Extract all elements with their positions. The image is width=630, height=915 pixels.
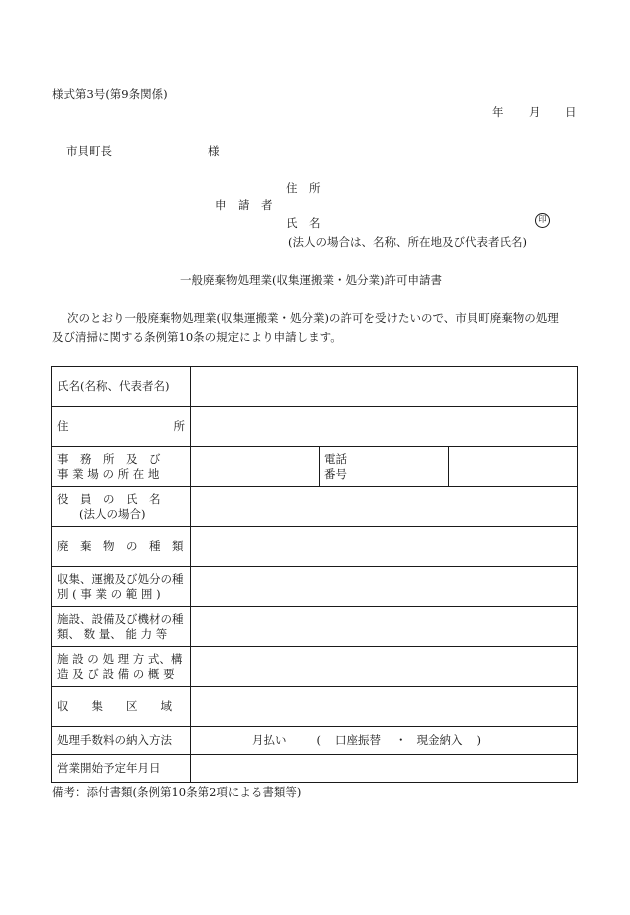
table-row xyxy=(52,755,578,783)
application-table xyxy=(51,366,578,783)
table-row xyxy=(52,567,578,607)
address-input-cell[interactable] xyxy=(191,407,578,447)
body-line-2: 及び清掃に関する条例第10条の規定により申請します。 xyxy=(52,330,342,344)
equipment-input-cell[interactable] xyxy=(191,607,578,647)
applicant-address-label: 住 所 xyxy=(286,181,321,195)
row-label: 処理手数料の納入方法 xyxy=(52,727,191,755)
table-row xyxy=(52,727,578,755)
office-location-input-cell[interactable] xyxy=(191,447,320,487)
table-row xyxy=(52,487,578,527)
paren-open: ( xyxy=(316,733,321,747)
collection-area-input-cell[interactable] xyxy=(191,687,578,727)
document-title: 一般廃棄物処理業(収集運搬業・処分業)許可申請書 xyxy=(180,273,442,287)
table-row xyxy=(52,447,578,487)
monthly-label: 月払い xyxy=(252,733,287,747)
waste-type-input-cell[interactable] xyxy=(191,527,578,567)
row-label: 住 所 xyxy=(52,407,191,447)
remarks: 備考：添付書類(条例第10条第2項による書類等) xyxy=(52,785,302,799)
officers-input-cell[interactable] xyxy=(191,487,578,527)
row-label: 施 設 の 処 理 方 式、構 造 及 び 設 備 の 概 要 xyxy=(52,647,191,687)
body-line-1: 次のとおり一般廃棄物処理業(収集運搬業・処分業)の許可を受けたいので、市貝町廃棄物の処理 xyxy=(67,311,559,325)
paren-close: ) xyxy=(476,733,481,747)
business-scope-input-cell[interactable] xyxy=(191,567,578,607)
applicant-name-label: 氏 名 xyxy=(286,216,321,230)
row-label: 営業開始予定年月日 xyxy=(52,755,191,783)
table-row xyxy=(52,687,578,727)
name-input-cell[interactable] xyxy=(191,367,578,407)
table-row xyxy=(52,367,578,407)
applicant-label: 申 請 者 xyxy=(215,198,273,212)
date-day: 日 xyxy=(565,105,577,119)
start-date-input-cell[interactable] xyxy=(191,755,578,783)
cash-payment-option[interactable]: 現金納入 xyxy=(416,733,463,747)
fee-payment-cell xyxy=(191,727,578,755)
seal-icon: 印 xyxy=(535,213,550,228)
phone-input-cell[interactable] xyxy=(449,447,578,487)
phone-label-cell: 電話 番号 xyxy=(320,447,449,487)
row-label: 役 員 の 氏 名 (法人の場合) xyxy=(52,487,191,527)
row-label: 氏名(名称、代表者名) xyxy=(52,367,191,407)
table-row xyxy=(52,607,578,647)
table-row xyxy=(52,647,578,687)
row-label: 収集、運搬及び処分の種 別 ( 事 業 の 範 囲 ) xyxy=(52,567,191,607)
table-row xyxy=(52,407,578,447)
corporate-note: (法人の場合は、名称、所在地及び代表者氏名) xyxy=(288,235,527,249)
separator-dot: ・ xyxy=(395,733,407,747)
honorific: 様 xyxy=(208,144,220,158)
table-row xyxy=(52,527,578,567)
row-label: 施設、設備及び機材の種 類、 数 量、 能 力 等 xyxy=(52,607,191,647)
row-label: 収 集 区 域 xyxy=(52,687,191,727)
row-label: 廃 棄 物 の 種 類 xyxy=(52,527,191,567)
row-label: 事 務 所 及 び 事 業 場 の 所 在 地 xyxy=(52,447,191,487)
form-number: 様式第3号(第9条関係) xyxy=(52,87,168,101)
date-month: 月 xyxy=(529,105,541,119)
facility-input-cell[interactable] xyxy=(191,647,578,687)
addressee: 市貝町長 xyxy=(66,144,112,158)
date-year: 年 xyxy=(492,105,504,119)
bank-transfer-option[interactable]: 口座振替 xyxy=(335,733,381,747)
